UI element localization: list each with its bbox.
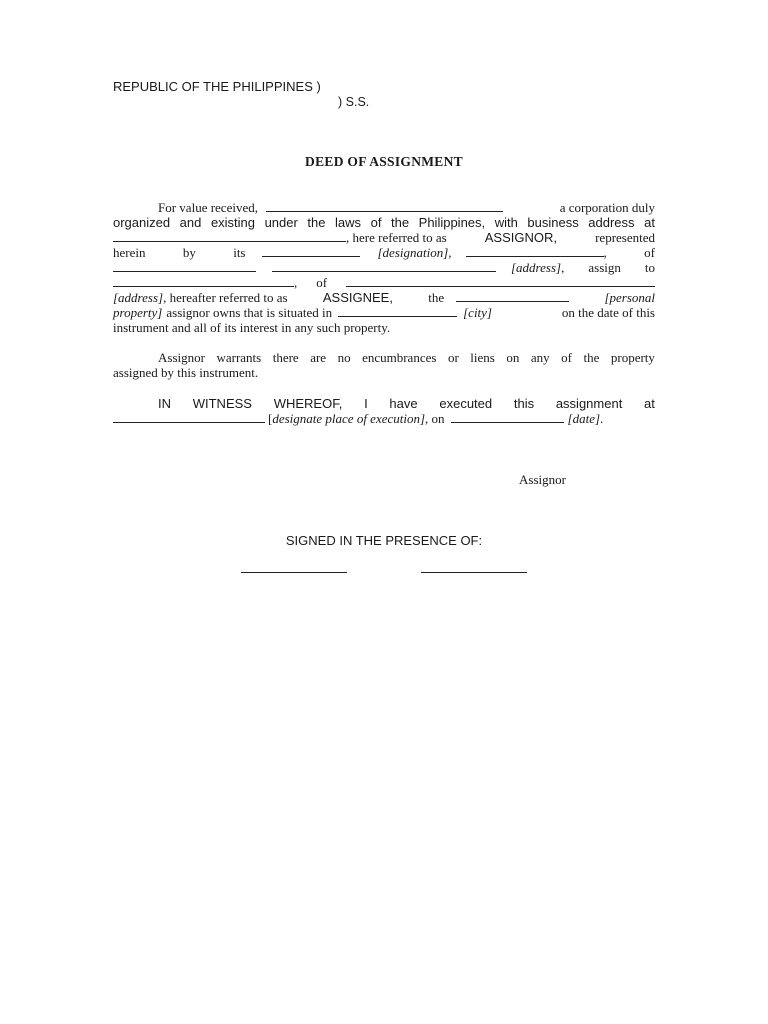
p1-text: instrument and all of its interest in any such property.: [113, 320, 391, 335]
p1-word: address: [588, 215, 635, 230]
p3-on: , on: [425, 411, 445, 426]
p1-text: ,: [603, 245, 607, 260]
p1-assignee-term: ASSIGNEE,: [322, 290, 393, 305]
p3-word: at: [644, 396, 655, 411]
blank-representative-name: [466, 245, 604, 257]
p1-line-5: [113, 260, 655, 275]
witness-signature-line-1: [241, 572, 347, 573]
p2-word: Assignor: [158, 350, 205, 365]
p3-word: executed: [439, 396, 493, 411]
p1-address-hint: [address]: [113, 290, 164, 305]
p1-line-6: [113, 275, 655, 290]
blank-assignee-address: [346, 275, 655, 287]
p1-line-1: [113, 200, 655, 215]
p1-word: of: [370, 215, 382, 230]
p1-word: existing: [210, 215, 256, 230]
p2-text: assigned by this instrument.: [113, 365, 259, 380]
p1-word: organized: [113, 215, 171, 230]
witness-signature-line-2: [421, 572, 527, 573]
p1-text: , here referred to as: [346, 230, 447, 245]
p1-text: For value received,: [158, 200, 258, 215]
venue-ss: ) S.S.: [338, 95, 370, 109]
p1-word: under: [264, 215, 298, 230]
p1-text: of: [316, 275, 328, 290]
p3-word: IN: [158, 396, 171, 411]
p1-word: business: [527, 215, 579, 230]
p1-city-hint: [city]: [463, 305, 492, 320]
p1-text: of: [644, 245, 655, 260]
p1-word: at: [644, 215, 655, 230]
p2-word: there: [272, 350, 299, 365]
p1-text: represented: [595, 230, 656, 245]
blank-assignee: [113, 275, 294, 287]
p1-text: ,: [294, 275, 298, 290]
p3-place-hint: designate place of execution]: [272, 411, 426, 426]
p1-text: by: [182, 245, 196, 260]
p1-line-4: [113, 245, 655, 260]
blank-business-address: [113, 230, 346, 242]
p2-word: no: [337, 350, 351, 365]
p1-designation-hint: [designation]: [377, 245, 449, 260]
p1-text: its: [233, 245, 246, 260]
p1-word: the: [391, 215, 410, 230]
blank-place-of-execution: [113, 411, 265, 423]
p1-text: assignor owns that is situated in: [166, 305, 333, 320]
p1-property-hint: property]: [113, 305, 163, 320]
document-title: DEED OF ASSIGNMENT: [305, 154, 463, 169]
p3-date-hint: [date]: [567, 411, 601, 426]
p1-text: a corporation duly: [559, 200, 655, 215]
blank-property: [456, 290, 569, 302]
p1-text: ,: [448, 245, 452, 260]
p3-bracket: [: [268, 411, 273, 426]
p1-word: and: [179, 215, 202, 230]
p2-word: on: [506, 350, 520, 365]
p1-text: on the date of this: [561, 305, 655, 320]
blank-corporation-name: [266, 200, 503, 212]
p2-word: are: [310, 350, 327, 365]
p1-word: with: [494, 215, 518, 230]
p3-period: .: [600, 411, 604, 426]
blank-designation: [262, 245, 360, 257]
p2-word: warrants: [216, 350, 262, 365]
blank-date: [451, 411, 564, 423]
assignor-signature-label: Assignor: [519, 472, 566, 487]
p1-line-3: [113, 230, 655, 245]
p1-text: , hereafter referred to as: [163, 290, 288, 305]
p1-line-8: [113, 305, 655, 320]
p2-line-1: [113, 350, 655, 365]
p2-word: of: [561, 350, 572, 365]
p3-word: I: [364, 396, 368, 411]
p1-word: the: [307, 215, 326, 230]
p2-word: liens: [470, 350, 495, 365]
p2-word: property: [610, 350, 655, 365]
blank-city: [338, 305, 457, 317]
venue-republic: REPUBLIC OF THE PHILIPPINES ): [113, 79, 321, 94]
p3-word: WHEREOF,: [273, 396, 343, 411]
p3-word: assignment: [555, 396, 623, 411]
p1-line-7: [113, 290, 655, 305]
witness-heading: SIGNED IN THE PRESENCE OF:: [285, 533, 483, 548]
p1-line-9: [113, 320, 655, 335]
p1-text: the: [428, 290, 445, 305]
p1-line-2: [113, 215, 655, 230]
p2-word: the: [583, 350, 600, 365]
p2-word: encumbrances: [362, 350, 437, 365]
p1-personal-hint: [personal: [604, 290, 656, 305]
p1-word: laws: [335, 215, 362, 230]
p1-word: Philippines,: [418, 215, 486, 230]
p3-line-2: [113, 411, 655, 426]
p1-text: assign: [588, 260, 621, 275]
p3-word: this: [513, 396, 535, 411]
p2-line-2: [113, 365, 655, 380]
p3-line-1: [113, 396, 655, 411]
blank-assignee-name: [272, 260, 496, 272]
p2-word: any: [530, 350, 550, 365]
p1-text: ,: [561, 260, 565, 275]
p3-word: WITNESS: [192, 396, 252, 411]
p1-text: to: [644, 260, 655, 275]
p1-assignor-term: ASSIGNOR,: [484, 230, 558, 245]
p1-text: herein: [113, 245, 146, 260]
p3-word: have: [389, 396, 418, 411]
p2-word: or: [447, 350, 459, 365]
blank-representative-address: [113, 260, 256, 272]
p1-address-hint: [address]: [511, 260, 562, 275]
